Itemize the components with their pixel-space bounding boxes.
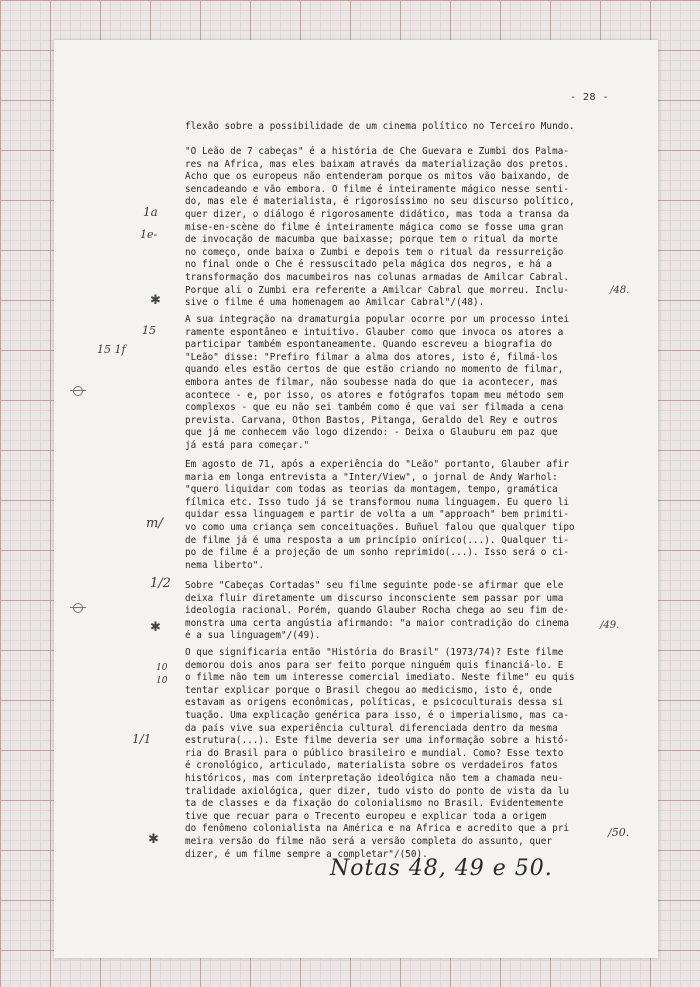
text-line: tralidade axiológica, quer dizer, tudo visto do ponto de vista da lu [185, 785, 570, 797]
margin-note: m/ [146, 516, 163, 531]
text-line: o filme não tem um interesse comercial imediato. Neste filme" eu quis [185, 672, 575, 684]
text-line: tuação. Uma explicação genérica para isso, é o imperialismo, mas ca- [185, 709, 570, 721]
margin-note: 1a [143, 205, 158, 219]
paragraph-leao [185, 146, 605, 310]
text-line: fílmica etc. Isso tudo já se transformou numa linguagem. Eu quero li [185, 496, 570, 508]
text-line: prevista. Carvana, Othon Bastos, Pitanga, Geraldo del Rey e outros [185, 414, 558, 426]
text-line: Acho que os europeus não entenderam porque os mitos vão baixando, de [185, 171, 570, 183]
text-line: tive que recuar para o Trecento europeu e explicar toda a origem [185, 810, 547, 822]
text-line: nema liberto". [185, 559, 265, 571]
text-line: é cronológico, articulado, materialista sobre os verdadeiros fatos [185, 760, 558, 772]
text-line: meira versão do filme não será a versão completa do assunto, quer [185, 835, 553, 847]
margin-note: 1/2 [150, 576, 171, 591]
text-line: quidar essa linguagem e partir de volta a um "approach" bem primiti- [185, 509, 570, 521]
text-line: ta de classes e da fixação do colonialismo no Brasil. Evidentemente [185, 798, 564, 810]
text-line: Em agosto de 71, após a experiência do "Leão" portanto, Glauber afir [185, 459, 570, 470]
margin-note: 1e- [140, 228, 158, 241]
punch-hole-mark [73, 386, 83, 396]
text-line: estrutura(...). Este filme deveria ser uma informação sobre a histó- [185, 735, 570, 747]
text-line: "O Leão de 7 cabeças" é a história de Che Guevara e Zumbi dos Palma- [185, 146, 570, 157]
paragraph-cabecas [185, 580, 605, 643]
text-line: participar também espontaneamente. Quando escreveu a biografia do [185, 339, 553, 351]
handwritten-notes: Notas 48, 49 e 50. [330, 856, 553, 881]
text-line: sencadeando e vão embora. O filme é inteiramente mágico nesse senti- [185, 183, 570, 195]
text-line: ramente espontâneo e intuitivo. Glauber como que invoca os atores a [185, 326, 564, 338]
text-line: flexão sobre a possibilidade de um cinema político no Terceiro Mundo. [185, 121, 575, 132]
text-line: é a sua linguagem"/(49). [185, 630, 321, 642]
paragraph-dramaturgia [185, 314, 605, 453]
text-line: demorou dois anos para ser feito porque ninguém quis financiá-lo. E [185, 659, 564, 671]
text-line: estavam as origens econômicas, políticas, e psicoculturais dessa si [185, 697, 564, 709]
text-line: ria do Brasil para o público brasileiro e mundial. Como? Esse texto [185, 747, 564, 759]
text-line: "quero liquidar com todas as teorias da montagem, tempo, gramática [185, 484, 558, 496]
text-line: no final onde o Che é ressuscitado pela mágica dos negros, e há a [185, 259, 553, 271]
text-line: da país vive sua experiência cultural diferenciada dentro da mesma [185, 722, 558, 734]
text-line: "Leão" disse: "Prefiro filmar a alma dos atores, isto é, filmá-los [185, 351, 558, 363]
text-line: do, mas ele é materialista, é rigorosíssimo no seu discurso político, [185, 196, 575, 208]
text-line: complexos - que eu não sei também como é que vai ser filmada a cena [185, 402, 564, 414]
text-line: já está para começar." [185, 439, 310, 451]
footnote-ref: /48. [610, 285, 630, 296]
text-line: tentar explicar porque o Brasil chegou ao medicismo, isto é, onde [185, 684, 553, 696]
margin-note: 1/1 [132, 732, 152, 746]
text-line: Sobre "Cabeças Cortadas" seu filme seguinte pode-se afirmar que ele [185, 580, 564, 591]
punch-hole-mark [73, 603, 83, 613]
text-line: maria em longa entrevista a "Inter/View", o jornal de Andy Warhol: [185, 471, 558, 483]
text-line: res na África, mas eles baixam através da materialização dos pretos. [185, 158, 570, 170]
text-line: ideologia racional. Porém, quando Glauber Rocha chega ao seu fim de- [185, 605, 570, 617]
footnote-ref: /50. [608, 826, 630, 839]
text-line: transformação dos macumbeiros nas colunas armadas de Amilcar Cabral. [185, 271, 570, 283]
margin-note: 10 [156, 663, 168, 673]
text-line: no começo, onde baixa o Zumbi e depois tem o ritual da ressurreição [185, 246, 564, 258]
footnote-ref: /49. [600, 620, 620, 631]
paragraph-historia [185, 647, 605, 861]
text-line: de invocação de macumba que baixasse; porque tem o ritual da morte [185, 234, 558, 246]
page-number: - 28 - [570, 92, 610, 103]
paragraph-intro [185, 121, 605, 134]
text-line: deixa fluir diretamente um discurso inconsciente sem passar por uma [185, 592, 564, 604]
scribble-mark: ✱ [150, 620, 161, 635]
text-line: de filme já é uma resposta a um princípio onírico(...). Qualquer ti- [185, 534, 570, 546]
text-line: quer dizer, o diálogo é rigorosamente didático, mas toda a transa da [185, 208, 570, 220]
text-line: históricos, mas com interpretação ideológica não tem a chamada neu- [185, 772, 564, 784]
text-line: po de filme é a projeção de um sonho reprimido(...). Isso será o ci- [185, 547, 570, 559]
margin-note: 15 [142, 324, 156, 337]
text-line: acontece - e, por isso, os atores e fotógrafos topam meu método sem [185, 389, 564, 401]
text-line: quando eles estão certos de que estão criando no momento de filmar, [185, 364, 564, 376]
scribble-mark: ✱ [148, 832, 159, 847]
text-line: vo como uma criança sem conceituações. Buñuel falou que qualquer tipo [185, 521, 575, 533]
text-line: do fenômeno colonialista na América e na África e acredito que a pri [185, 823, 570, 835]
text-line: O que significaria então "História do Brasil" (1973/74)? Este filme [185, 647, 564, 658]
text-line: A sua integração na dramaturgia popular ocorre por um processo intei [185, 314, 570, 325]
text-line: sive o filme é uma homenagem ao Amilcar Cabral"/(48). [185, 297, 485, 309]
paragraph-agosto [185, 459, 605, 572]
margin-note: 15 1f [97, 343, 126, 356]
text-line: Porque ali o Zumbi era referente a Amilcar Cabral que morreu. Inclu- [185, 284, 570, 296]
text-line: mise-en-scène do filme é inteiramente mágica como se fosse uma gran [185, 221, 564, 233]
scribble-mark: ✱ [150, 293, 161, 308]
text-line: monstra uma certa angústia afirmando: "a maior contradição do cinema [185, 617, 570, 629]
text-line: embora antes de filmar, não soubesse nada do que ia acontecer, mas [185, 376, 558, 388]
margin-note: 10 [156, 676, 168, 686]
text-line: que já me conhecem vão logo dizendo: - Deixa o Glauburu em paz que [185, 427, 558, 439]
text-line: dizer, é um filme sempre a completar"/(50). [185, 848, 428, 860]
